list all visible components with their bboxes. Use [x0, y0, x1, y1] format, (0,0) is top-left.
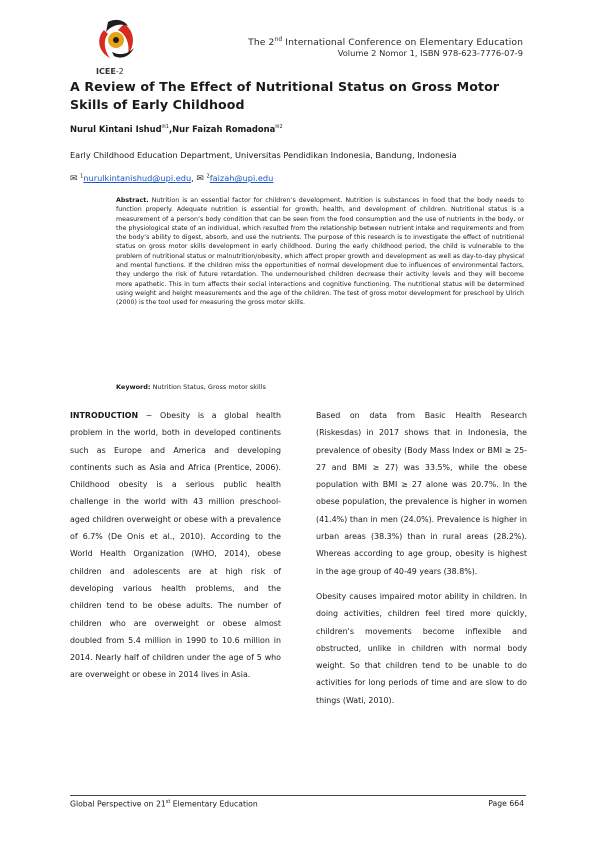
introduction-heading: INTRODUCTION: [70, 411, 139, 420]
keywords: [116, 383, 266, 391]
icee-text: ICEE: [96, 67, 116, 76]
email-link-2[interactable]: faizah@upi.edu: [209, 173, 274, 183]
author-1-mark: ✉1: [161, 124, 169, 131]
email-line: [70, 173, 273, 184]
body-paragraph-2: Obesity causes impaired motor ability in children. In doing activities, children feel tired more quickly, children's movements become inflexible and obstructed, unlike in children with normal body weight. So that children tend to be unable to do activities for long periods of time and are slow to do things (Wati, 2010).: [316, 591, 527, 705]
paper-title: A Review of The Effect of Nutritional Status on Gross Motor Skills of Early Childhood: [70, 79, 500, 112]
logo-center: [113, 37, 119, 43]
envelope-icon-2: ✉: [196, 174, 204, 184]
conference-name-suffix: International Conference on Elementary Education: [282, 37, 523, 49]
university-logo: [94, 18, 138, 62]
keywords-text: Nutrition Status, Gross motor skills: [150, 383, 266, 391]
introduction-paragraph: [70, 407, 281, 684]
icee-label: [96, 67, 124, 76]
logo-left-petal: [99, 30, 110, 58]
introduction-text: ~ Obesity is a global health problem in the world, both in developed continents such as Europe and America and developing continents such as Asia and Africa (Prentice, 2006). Childhood obesity is a serious public health challenge in the world with 43 million preschool-aged children overweight or obese with a prevalence of 6.7% (De Onis et al., 2010). According to the World Health Organization (WHO, 2014), obese children and adolescents are at high risk of developing various health problems, and the children tend to be obese adults. The number of children who are overweight or obese almost doubled from 5.4 million in 1990 to 10.6 million in 2014. Nearly half of children under the age of 5 who are overweight or obese in 2014 lives in Asia.: [70, 411, 281, 680]
footer-journal-suffix: Elementary Education: [170, 799, 258, 809]
affiliation: Early Childhood Education Department, Universitas Pendidikan Indonesia, Bandung, Indonesia: [70, 150, 457, 160]
footer-journal: [70, 799, 258, 809]
footer-journal-prefix: Global Perspective on 21: [70, 799, 166, 809]
email-link-1[interactable]: nurulkintanishud@upi.edu: [83, 173, 192, 183]
abstract-text: Nutrition is an essential factor for children’s development. Nutrition is substances in food that the body needs to function properly. Adequate nutrition is essential for growth, health, and development of children. Nutritional status is a measurement of a person’s body condition that can be seen from the food consumption and the use of nutrients in the body, or the physiological state of an individual, which resulted from the relationship between nutrient intake and requirements and from the body’s ability to digest, absorb, and use the nutrients. The purpose of this research is to investigate the effect of nutritional status on gross motor skills development in early childhood. During the early childhood period, the child is vulnerable to the problem of nutritional status or malnutrition/obesity, which affect proper growth and development as well as day-to-day physical and mental functions. If the children miss the opportunities of normal development due to influences of environmental factors, they undergo the risk of future retardation. The undernourished children decrease their activity levels and they will become more apathetic. This in turn affects their social interactions and cognitive functioning. The nutritional status will be determined using weight and height measurements and the age of the children. The test of gross motor development for preschool by Ulrich (2000) is the tool used for measuring the gross motor skills.: [116, 197, 524, 307]
icee-number: -2: [115, 67, 124, 76]
abstract-label: Abstract.: [116, 197, 149, 204]
author-1-name: Nurul Kintani Ishud: [70, 124, 162, 134]
conference-name: [248, 36, 523, 48]
keywords-label: Keyword:: [116, 383, 151, 391]
body-column-right: [316, 407, 527, 709]
email-1-index: 1: [80, 173, 84, 180]
envelope-icon-1: ✉: [70, 174, 78, 184]
footer-rule: [70, 795, 526, 796]
author-2-mark: ✉2: [275, 124, 283, 131]
author-list: [70, 124, 283, 134]
footer-ordinal: st: [165, 799, 171, 805]
author-2-name: ,Nur Faizah Romadona: [168, 124, 276, 134]
abstract: [116, 196, 524, 308]
email-2-index: 2: [206, 173, 210, 180]
page-number: Page 664: [488, 799, 524, 808]
conference-name-prefix: The 2: [248, 37, 275, 49]
body-paragraph-1: Based on data from Basic Health Research (Riskesdas) in 2017 shows that in Indonesia, the prevalence of obesity (Body Mass Index or BMI ≥ 25-27 and BMI ≥ 27) was 33.5%, while the obese population with BMI ≥ 27 alone was 20.7%. In the obese population, the prevalence is higher in women (41.4%) than in men (24.0%). Prevalence is higher in urban areas (38.3%) than in rural areas (28.2%). Whereas according to age group, obesity is highest in the age group of 40-49 years (38.8%).: [316, 411, 527, 576]
volume-isbn: Volume 2 Nomor 1, ISBN 978-623-7776-07-9: [337, 48, 523, 58]
conference-ordinal: nd: [274, 36, 283, 43]
email-separator: ,: [191, 173, 197, 183]
body-column-left: [70, 407, 281, 684]
